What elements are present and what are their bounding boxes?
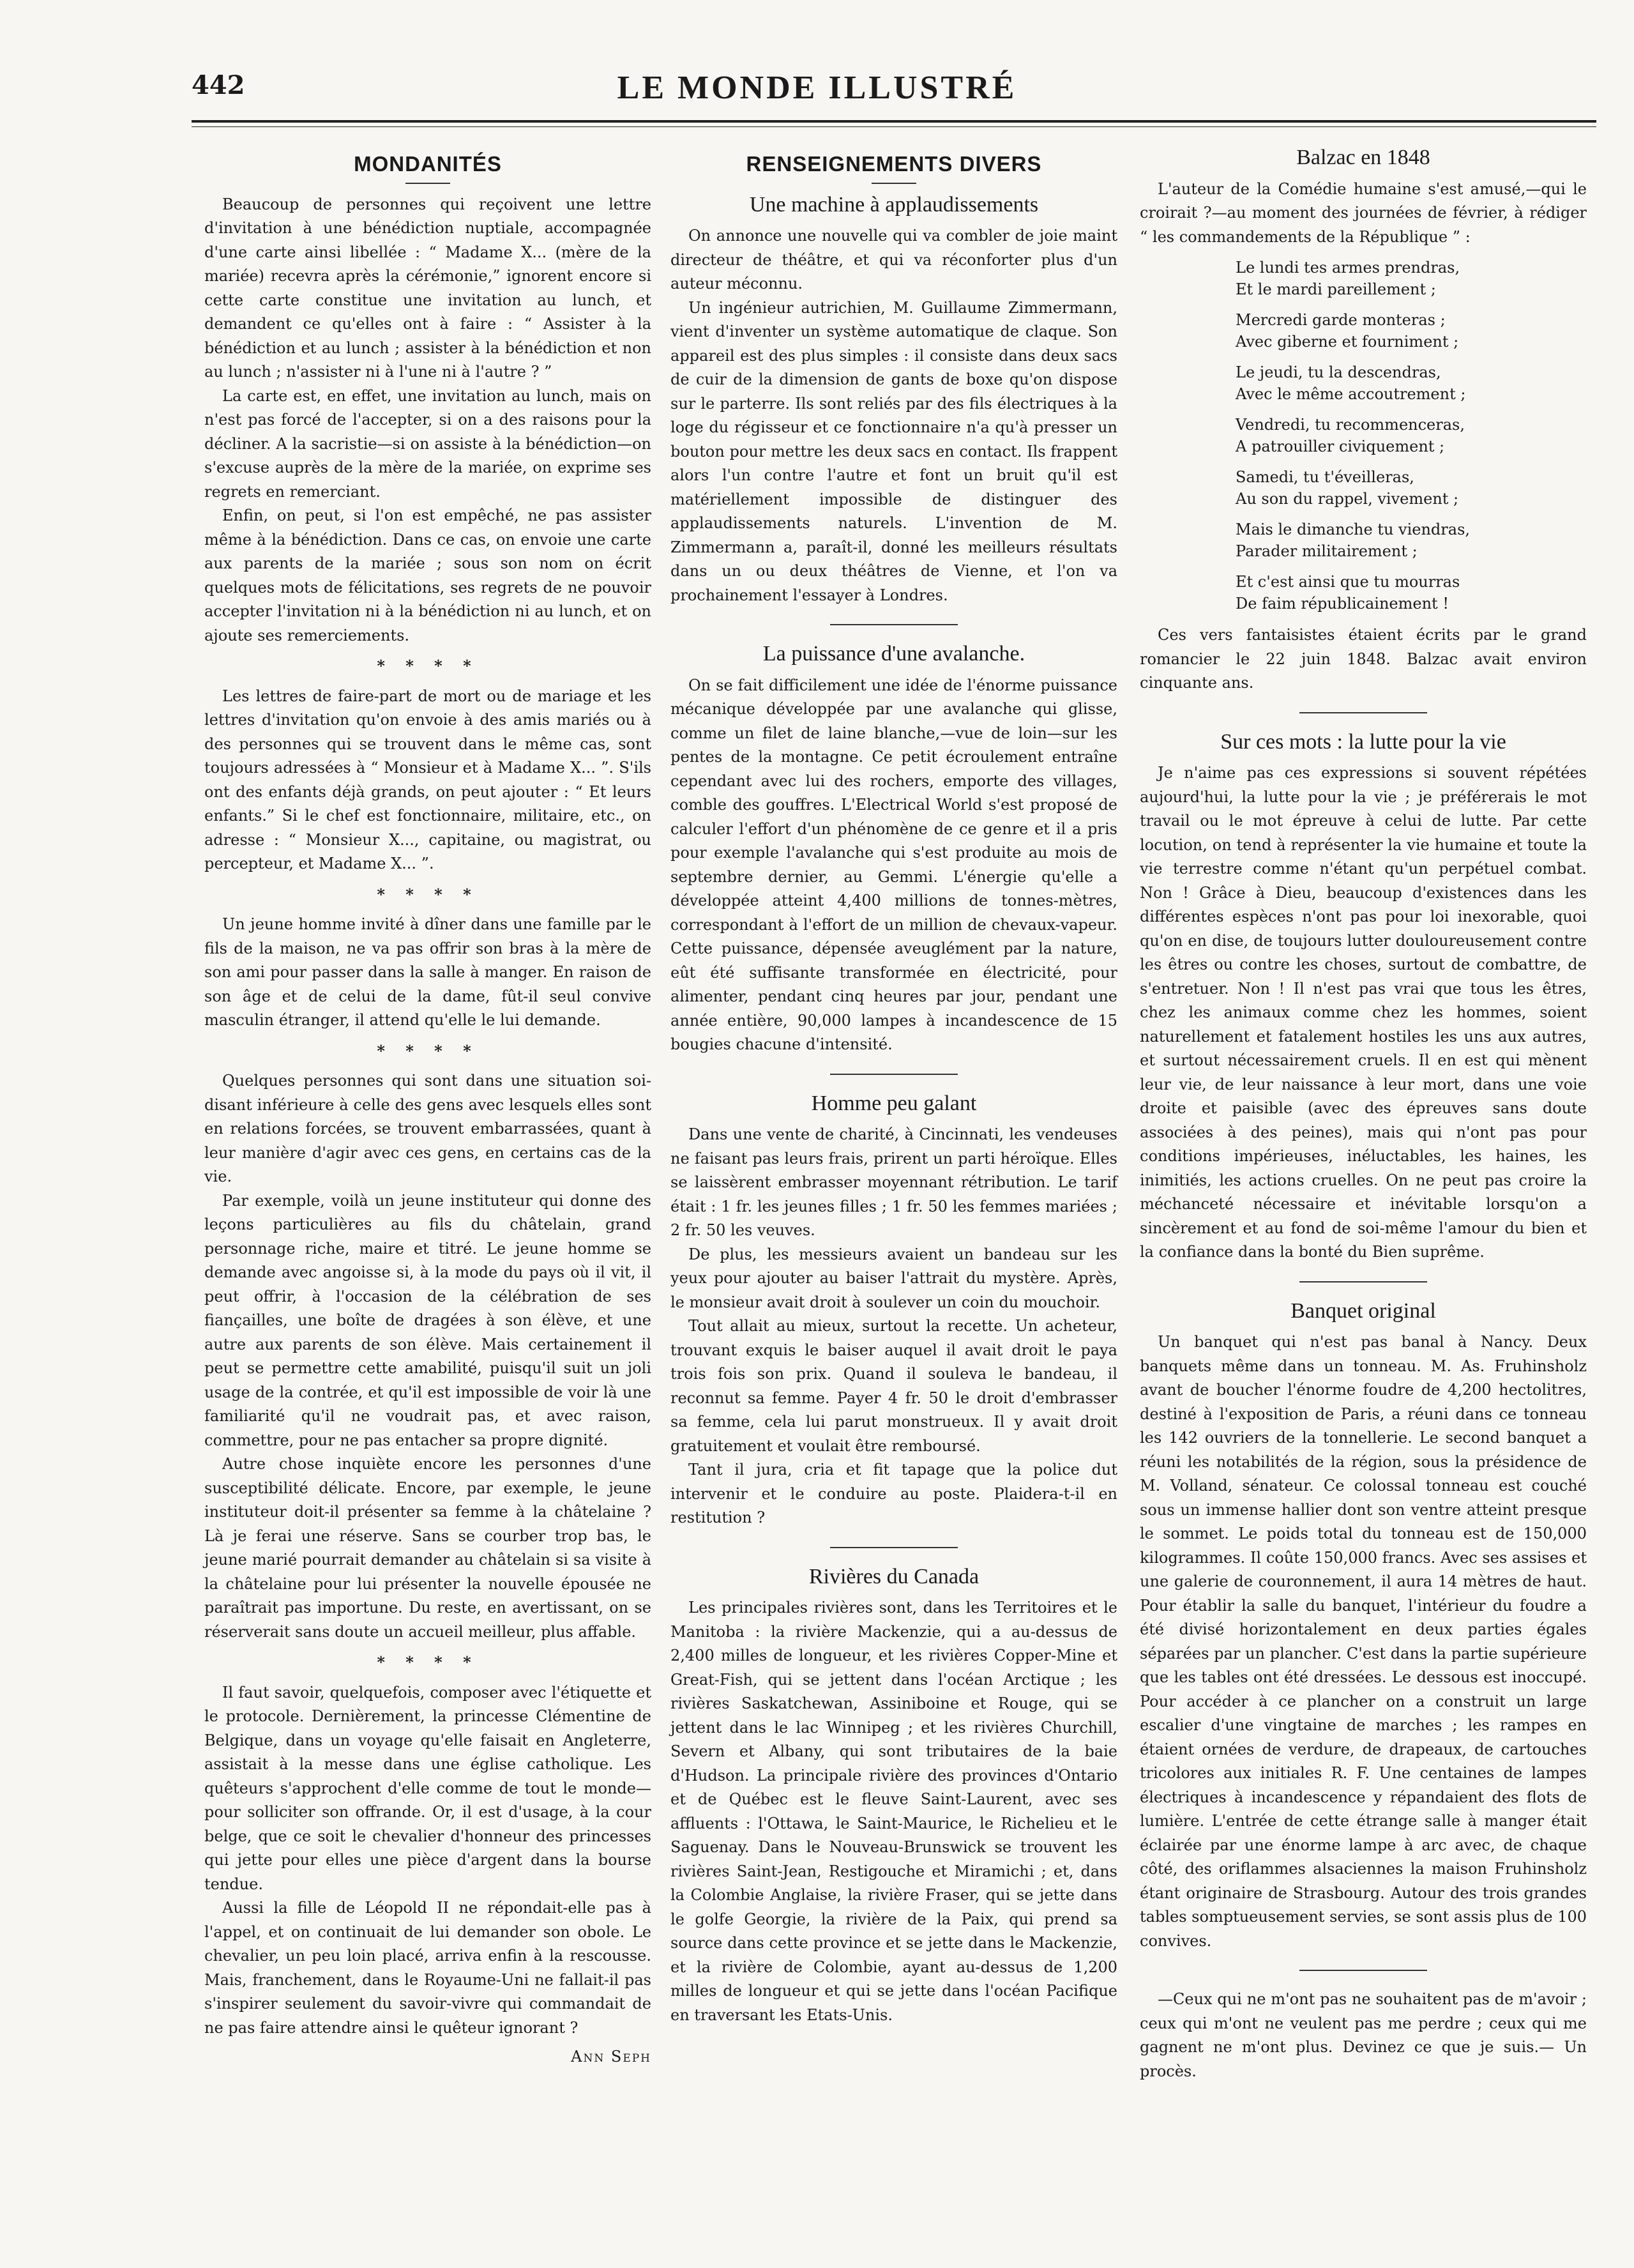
paragraph: La carte est, en effet, une invitation au lunch, mais on n'est pas forcé de l'accepter, si on a des raisons pour la décliner. A la sacristie—si on assiste à la bénédiction—on s'excuse auprès de la mère de la mariée, on exprime ses regrets en remerciant. xyxy=(204,386,651,501)
stars-separator: * * * * xyxy=(377,1653,479,1671)
verse-line: Parader militairement ; xyxy=(1236,542,1418,560)
article-separator xyxy=(830,1074,958,1075)
article-separator xyxy=(1299,1281,1427,1282)
paragraph: On se fait difficilement une idée de l'énorme puissance mécanique développée par une avalanche qui glisse, comme un filet de laine blanche,—vue de loin—sur les pentes de la montagne. Ce petit écroulement entraîne cependant avec lui des rochers, emporte des villages, comble des gouffres. L'Electrical World s'est proposé de calculer l'effort d'un phénomène de ce genre et il a pris pour exemple l'avalanche qui s'est produite au mois de septembre dernier, au Gemmi. L'énergie qu'elle a développée atteint 4,400 millions de tonnes-mètres, correspondant à l'effort de un million de chevaux-vapeur. Cette puissance, dépensée aveuglément par la nature, eût été suffisante transformée en électricité, pour alimenter, pendant cinq heures par jour, pendant une année entière, 90,000 lampes à incandescence de 15 bougies chacune d'intensité. xyxy=(670,676,1117,1053)
stanza xyxy=(1236,571,1587,614)
verse-line: Le lundi tes armes prendras, xyxy=(1236,259,1460,277)
title-rule xyxy=(405,183,450,184)
title-rule xyxy=(872,183,916,184)
paragraph: Par exemple, voilà un jeune instituteur qui donne des leçons particulières au fils du châtelain, grand personnage riche, maire et titré. Le jeune homme se demande avec angoisse si, à la mode du pays où il vit, il peut offrir, à l'occasion de la célébration de ses fiançailles, une boîte de dragées à son élève, et une autre aux parents de son élève. Mais certainement il peut se permettre cette amabilité, puisqu'il suit un joli usage de la contrée, et qu'il est impossible de voir là une familiarité qu'il ne voudrait pas, et avec raison, commettre, pour ne pas entacher sa propre dignité. xyxy=(204,1191,651,1449)
stars-separator: * * * * xyxy=(377,885,479,904)
paragraph: Je n'aime pas ces expressions si souvent répétées aujourd'hui, la lutte pour la vie ; je préférerais le mot travail ou le mot épreuve à celui de lutte. Par cette locution, on tend à représenter la vie humaine et toute la vie terrestre comme n'étant qu'un perpétuel combat. Non ! Grâce à Dieu, beaucoup d'existences dans les différentes espèces n'ont pas pour loi inexorable, quoi qu'on en dise, de toujours lutter douloureusement contre les êtres ou contre les choses, surtout de combattre, de s'entretuer. Non ! Il n'est pas vrai que tous les êtres, chez les animaux comme chez les hommes, soient naturellement et fatalement hostiles les uns aux autres, et surtout nécessairement cruels. Il en est qui mènent leur vie, de leur naissance à leur mort, dans une voie droite et paisible (avec des épreuves sans doute associées à des peines), mais qui n'ont pas pour conditions impérieuses, inéluctables, les haines, les inimitiés, les actions cruelles. On ne peut pas croire la méchanceté nécessaire et inévitable lorsqu'on a sincèrement et au fond de soi-même l'amour du bien et la confiance dans la bonté du Bien suprême. xyxy=(1140,764,1587,1261)
verse-line: Vendredi, tu recommenceras, xyxy=(1236,416,1465,434)
verse-line: Au son du rappel, vivement ; xyxy=(1236,490,1459,508)
paragraph: Un banquet qui n'est pas banal à Nancy. Deux banquets même dans un tonneau. M. As. Fruhinsholz avant de boucher l'énorme foudre de 4,200 hectolitres, destiné à l'exposition de Paris, a réuni dans ce tonneau les 142 ouvriers de la tonnellerie. Le second banquet a réuni les notabilités de la région, sous la présidence de M. Volland, sénateur. Ce colossal tonneau est couché sous un immense hallier dont son ventre atteint presque le sommet. Le poids total du tonneau est de 150,000 kilogrammes. Il coûte 150,000 francs. Avec ses assises et une galerie de couronnement, il aura 14 mètres de haut. Pour établir la salle du banquet, l'intérieur du foudre a été divisé horizontalement en deux parties égales séparées par un plancher. C'est dans la partie supérieure que les tables ont été dressées. Le dessous est inoccupé. Pour accéder à ce plancher on a construit un large escalier d'une vingtaine de marches ; les rampes en étaient ornées de verdure, de drapeaux, de cartouches tricolores aux initiales R. F. Une centaines de lampes électriques à incandescence y répandaient des flots de lumière. L'entrée de cette étrange salle à manger était éclairée par une énorme lampe à arc avec, de chaque côté, des oriflammes alsaciennes la maison Fruhinsholz étant originaire de Strasbourg. Autour des trois grandes tables somptueusement servies, se sont assis plus de 100 convives. xyxy=(1140,1333,1587,1950)
column-varietes xyxy=(1140,141,1587,2083)
header-rule-thin xyxy=(192,126,1596,127)
article-title: Rivières du Canada xyxy=(808,1564,980,1588)
article-title: Balzac en 1848 xyxy=(1296,146,1430,169)
paragraph: Tout allait au mieux, surtout la recette. Un acheteur, trouvant exquis le baiser auquel il avait droit le paya trois fois son prix. Quand il souleva le bandeau, il reconnut sa femme. Payer 4 fr. 50 le droit d'embrasser sa femme, cela lui parut monstrueux. Il y avait droit gratuitement et voulait être remboursé. xyxy=(670,1317,1117,1455)
paragraph: On annonce une nouvelle qui va combler de joie maint directeur de théâtre, et qui va réconforter plus d'un auteur méconnu. xyxy=(670,227,1117,293)
stanza xyxy=(1236,466,1587,510)
article-separator xyxy=(830,624,958,625)
paragraph: Ces vers fantaisistes étaient écrits par le grand romancier le 22 juin 1848. Balzac avait environ cinquante ans. xyxy=(1140,626,1587,692)
article-title: La puissance d'une avalanche. xyxy=(762,642,1025,666)
paragraph: Dans une vente de charité, à Cincinnati, les vendeuses ne faisant pas leurs frais, prirent un parti héroïque. Elles se laissèrent embrasser moyennant rétribution. Le tarif était : 1 fr. les jeunes filles ; 1 fr. 50 les femmes mariées ; 2 fr. 50 les veuves. xyxy=(670,1125,1117,1239)
article-title: Banquet original xyxy=(1290,1298,1436,1323)
stanza xyxy=(1236,519,1587,562)
paragraph: Un jeune homme invité à dîner dans une famille par le fils de la maison, ne va pas offrir son bras à la mère de son ami pour passer dans la salle à manger. En raison de son âge et de celui de la dame, fût-il seul convive masculin étranger, il attend qu'elle le lui demande. xyxy=(204,915,651,1029)
column-renseignements xyxy=(670,141,1117,2027)
section-title: MONDANITÉS xyxy=(354,152,502,176)
section-title: RENSEIGNEMENTS DIVERS xyxy=(746,152,1042,176)
article-separator xyxy=(830,1547,958,1548)
paragraph: Tant il jura, cria et fit tapage que la police dut intervenir et le conduire au poste. Plaidera-t-il en restitution ? xyxy=(670,1461,1117,1526)
article-title: Homme peu galant xyxy=(811,1091,977,1115)
paragraph: Il faut savoir, quelquefois, composer avec l'étiquette et le protocole. Dernièrement, la princesse Clémentine de Belgique, dans un voyage qu'elle faisait en Angleterre, assistait à la messe dans une église catholique. Les quêteurs s'approchent d'elle comme de tout le monde—pour solliciter son offrande. Or, il est d'usage, à la cour belge, que ce soit le chevalier d'honneur des princesses qui jette pour elles une pièce d'argent dans la bourse tendue. xyxy=(204,1683,651,1893)
verse-line: Mais le dimanche tu viendras, xyxy=(1236,521,1471,538)
riddle-note: —Ceux qui ne m'ont pas ne souhaitent pas de m'avoir ; ceux qui m'ont ne veulent pas me perdre ; ceux qui me gagnent ne m'ont plus. Devinez ce que je suis.— Un procès. xyxy=(1140,1990,1587,2080)
masthead-title: LE MONDE ILLUSTRÉ xyxy=(617,70,1017,106)
paragraph: De plus, les messieurs avaient un bandeau sur les yeux pour ajouter au baiser l'attrait du mystère. Après, le monsieur avait droit à soulever un coin du mouchoir. xyxy=(670,1245,1117,1311)
page-number: 442 xyxy=(192,70,245,100)
verse-line: Avec giberne et fourniment ; xyxy=(1236,333,1459,351)
paragraph: L'auteur de la Comédie humaine s'est amusé,—qui le croirait ?—au moment des journées de février, à rédiger “ les commandements de la République ” : xyxy=(1140,179,1587,246)
verse-line: Et c'est ainsi que tu mourras xyxy=(1236,573,1460,591)
verse-line: Le jeudi, tu la descendras, xyxy=(1236,363,1441,381)
verse-line: Mercredi garde monteras ; xyxy=(1236,311,1446,329)
paragraph: Autre chose inquiète encore les personnes d'une susceptibilité délicate. Encore, par exemple, le jeune instituteur doit-il présenter sa femme à la châtelaine ? Là je ferai une réserve. Sans se courber trop bas, le jeune marié pourrait demander au châtelain si sa visite à la châtelaine pour lui présenter la nouvelle épousée ne paraîtrait pas importune. Du reste, en avertissant, on se réserverait sans doute un accueil meilleur, plus affable. xyxy=(204,1455,651,1641)
article-separator xyxy=(1299,1970,1427,1971)
paragraph: Les principales rivières sont, dans les Territoires et le Manitoba : la rivière Mackenzie, qui a au-dessus de 2,400 milles de longueur, et les rivières Copper-Mine et Great-Fish, qui se jettent dans l'océan Arctique ; les rivières Saskatchewan, Assiniboine et Rouge, qui se jettent dans le lac Winnipeg ; et les rivières Churchill, Severn et Albany, qui sont tributaires de la baie d'Hudson. La principale rivière des provinces d'Ontario et de Québec est le fleuve Saint-Laurent, avec ses affluents : l'Ottawa, le Saint-Maurice, le Richelieu et le Saguenay. Dans le Nouveau-Brunswick se trouvent les rivières Saint-Jean, Restigouche et Miramichi ; et, dans la Colombie Anglaise, la rivière Fraser, qui se jette dans le golfe Georgie, la rivière de la Paix, qui prend sa source dans cette province et se jette dans le Mackenzie, et la rivière de Colombie, ayant au-dessus de 1,200 milles de longueur et qui se jette dans l'océan Pacifique en traversant les Etats-Unis. xyxy=(670,1599,1117,2024)
article-title: Sur ces mots : la lutte pour la vie xyxy=(1220,729,1506,754)
stars-separator: * * * * xyxy=(377,1041,479,1060)
stanza xyxy=(1236,309,1587,353)
stanza xyxy=(1236,257,1587,300)
paragraph: Enfin, on peut, si l'on est empêché, ne pas assister même à la bénédiction. Dans ce cas, on envoie une carte aux parents de la mariée ; sous son nom on écrit quelques mots de félicitations, ses regrets de ne pouvoir accepter l'invitation ni à la bénédiction ni au lunch, et on ajoute ses remerciements. xyxy=(204,506,651,644)
paragraph: Un ingénieur autrichien, M. Guillaume Zimmermann, vient d'inventer un système automatique de claque. Son appareil est des plus simples : il consiste dans deux sacs de cuir de la dimension de gants de boxe qu'on dispose sur le parterre. Ils sont reliés par des fils électriques à la loge du régisseur et ce fonctionnaire n'a qu'à presser un bouton pour mettre les deux sacs en contact. Ils frappent alors l'un contre l'autre et font un bruit qu'il est matériellement impossible de distinguer des applaudissements naturels. L'invention de M. Zimmermann a, paraît-il, donné les meilleurs résultats dans un ou deux théâtres de Vienne, et l'on va prochainement l'essayer à Londres. xyxy=(670,298,1117,604)
author-signature: Ann Seph xyxy=(571,2048,651,2066)
verse-line: De faim républicainement ! xyxy=(1236,595,1449,613)
article-title: Une machine à applaudissements xyxy=(749,192,1039,217)
article-separator xyxy=(1299,712,1427,713)
verse-line: Et le mardi pareillement ; xyxy=(1236,280,1436,298)
stars-separator: * * * * xyxy=(377,657,479,675)
stanza xyxy=(1236,362,1587,405)
verse-line: Samedi, tu t'éveilleras, xyxy=(1236,468,1414,486)
paragraph: Beaucoup de personnes qui reçoivent une lettre d'invitation à une bénédiction nuptiale, accompagnée d'une carte ainsi libellée : “ Madame X... (mère de la mariée) recevra après la cérémonie,” ignorent encore si cette carte constitue une invitation au lunch, et demandent ce qu'elles ont à faire : “ Assister à la bénédiction et au lunch ; assister à la bénédiction et non au lunch ; n'assister ni à l'une ni à l'autre ? ” xyxy=(204,195,651,381)
verse-line: Avec le même accoutrement ; xyxy=(1236,385,1466,403)
paragraph: Les lettres de faire-part de mort ou de mariage et les lettres d'invitation qu'on envoie à des amis mariés ou à des personnes qui se trouvent dans le même cas, sont toujours adressées à “ Monsieur et à Madame X... ”. S'ils ont des enfants déjà grands, on peut ajouter : “ Et leurs enfants.” Si le chef est fonctionnaire, militaire, etc., on adresse : “ Monsieur X..., capitaine, ou magistrat, ou percepteur, et Madame X... ”. xyxy=(204,687,651,872)
header-rule xyxy=(192,120,1596,123)
poem xyxy=(1236,257,1587,614)
paragraph: Quelques personnes qui sont dans une situation soi-disant inférieure à celle des gens avec lesquels elles sont en relations forcées, se trouvent embarrassées, quant à leur manière d'agir avec ces gens, en certains cas de la vie. xyxy=(204,1072,651,1185)
paragraph: Aussi la fille de Léopold II ne répondait-elle pas à l'appel, et on continuait de lui demander son obole. Le chevalier, un peu loin placé, arriva enfin à la rescousse. Mais, franchement, dans le Royaume-Uni ne fallait-il pas s'inspirer seulement du savoir-vivre qui commandait de ne pas faire attendre ainsi le quêteur ignorant ? xyxy=(204,1899,651,2037)
stanza xyxy=(1236,414,1587,457)
column-mondanites xyxy=(204,141,651,2069)
verse-line: A patrouiller civiquement ; xyxy=(1236,438,1445,455)
